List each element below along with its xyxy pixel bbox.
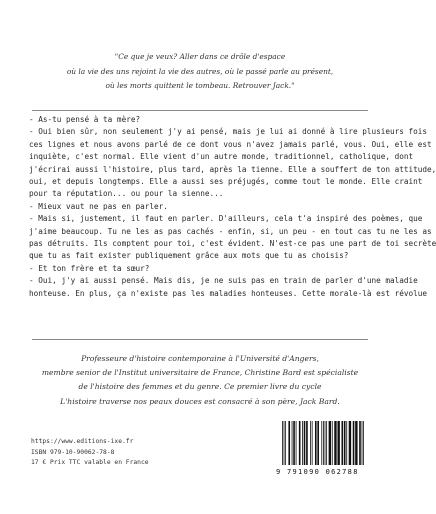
barcode-bar bbox=[332, 421, 333, 465]
dialogue-line: - Et ton frère et ta sœur? bbox=[29, 263, 150, 273]
dialogue-line: - Mais si, justement, il faut en parler. D'ailleurs, cela t'a inspiré des poèmes, que bbox=[29, 214, 423, 224]
barcode-bar bbox=[363, 421, 364, 465]
barcode-bar bbox=[304, 421, 306, 465]
barcode-bar bbox=[284, 421, 285, 465]
barcode-bar bbox=[285, 421, 286, 465]
dialogue-line: que tu as fait exister publiquement grâce aux mots que tu as choisis? bbox=[29, 251, 349, 261]
barcode-bar bbox=[317, 421, 319, 465]
bio-line: membre senior de l'Institut universitaire de France, Christine Bard est spécialiste bbox=[41, 368, 359, 378]
barcode-bar bbox=[341, 421, 343, 465]
bio-line: de l'histoire des femmes et du genre. Ce premier livre du cycle bbox=[78, 382, 322, 392]
barcode-bar bbox=[326, 421, 327, 465]
dialogue-line: - Oui, j'y ai aussi pensé. Mais dis, je ne suis pas en train de parler d'une maladie bbox=[29, 276, 418, 286]
barcode-bar bbox=[325, 421, 326, 465]
barcode-bar bbox=[312, 421, 313, 465]
epigraph-quote bbox=[40, 50, 360, 94]
price-text: 17 € Prix TTC valable en France bbox=[31, 459, 149, 466]
barcode-bar bbox=[282, 421, 283, 465]
barcode-bar bbox=[299, 421, 301, 465]
barcode-bar bbox=[353, 421, 355, 465]
bio-line: L'histoire traverse nos peaux douces est consacré à son père, Jack Bard. bbox=[60, 396, 340, 406]
barcode-bar bbox=[296, 421, 297, 465]
isbn-text: ISBN 979-10-90062-78-8 bbox=[31, 448, 115, 456]
barcode-bar bbox=[288, 421, 290, 465]
barcode-bar bbox=[355, 421, 357, 465]
barcode-bar bbox=[321, 421, 322, 465]
quote-line: où la vie des uns rejoint la vie des autres, où le passé parle au présent, bbox=[66, 66, 334, 76]
publication-info bbox=[31, 437, 149, 469]
barcode-bar bbox=[362, 421, 363, 465]
quote-line: "Ce que je veux? Aller dans ce drôle d'espace bbox=[114, 52, 286, 61]
barcode-bar bbox=[292, 421, 293, 465]
barcode-bar bbox=[306, 421, 308, 465]
barcode-bars bbox=[276, 421, 366, 467]
dialogue-line: inquiète, c'est normal. Elle vient d'un autre monde, traditionnel, catholique, dont bbox=[29, 152, 414, 162]
dialogue-line: j'écrirai aussi l'histoire, plus tard, après la tienne. Elle a souffert de ton attitude, bbox=[29, 164, 436, 174]
dialogue-line: - Mieux vaut ne pas en parler. bbox=[29, 201, 168, 211]
dialogue-line: oui, et depuis longtemps. Elle a aussi ses préjugés, comme tout le monde. Elle craint bbox=[29, 177, 423, 187]
dialogue-line: pour ta réputation... ou pour la sienne... bbox=[29, 189, 224, 199]
dialogue-line: j'aime beaucoup. Tu ne les as pas cachés - enfin, si, un peu - en tout cas tu ne les as bbox=[29, 226, 432, 236]
barcode-number: 9 791090 062788 bbox=[276, 468, 359, 476]
barcode-bar bbox=[310, 421, 311, 465]
isbn-barcode bbox=[276, 421, 366, 479]
barcode-bar bbox=[337, 421, 339, 465]
bio-line: Professeure d'histoire contemporaine à l'Université d'Angers, bbox=[81, 354, 319, 363]
barcode-bar bbox=[302, 421, 303, 465]
author-bio bbox=[24, 352, 376, 409]
dialogue-line: ces lignes et nous avons parlé de ce dont vous n'avez jamais parlé, vous. Oui, elle est bbox=[29, 139, 432, 149]
top-divider bbox=[32, 110, 368, 111]
barcode-bar bbox=[349, 421, 351, 465]
quote-line: où les morts quittent le tombeau. Retrouver Jack." bbox=[105, 81, 295, 91]
barcode-bar bbox=[344, 421, 346, 465]
dialogue-line: honteuse. En plus, ça n'existe pas les maladies honteuses. Cette morale-là est révolue bbox=[29, 288, 428, 298]
barcode-bar bbox=[315, 421, 317, 465]
publisher-website[interactable]: https://www.editions-ixe.fr bbox=[31, 438, 134, 445]
barcode-bar bbox=[329, 421, 331, 465]
dialogue-line: - Oui bien sûr, non seulement j'y ai pensé, mais je lui ai donné à lire plusieurs fois bbox=[29, 127, 428, 137]
dialogue-line: - As-tu pensé à ta mère? bbox=[29, 115, 141, 124]
dialogue-line: pas détruits. Ils comptent pour toi, c'est évident. N'est-ce pas une part de toi secrète bbox=[29, 239, 436, 249]
bottom-divider bbox=[32, 339, 368, 340]
barcode-bar bbox=[346, 421, 347, 465]
dialogue-excerpt bbox=[29, 114, 436, 300]
barcode-bar bbox=[359, 421, 361, 465]
barcode-bar bbox=[334, 421, 336, 465]
barcode-bar bbox=[323, 421, 324, 465]
barcode-bar bbox=[293, 421, 295, 465]
